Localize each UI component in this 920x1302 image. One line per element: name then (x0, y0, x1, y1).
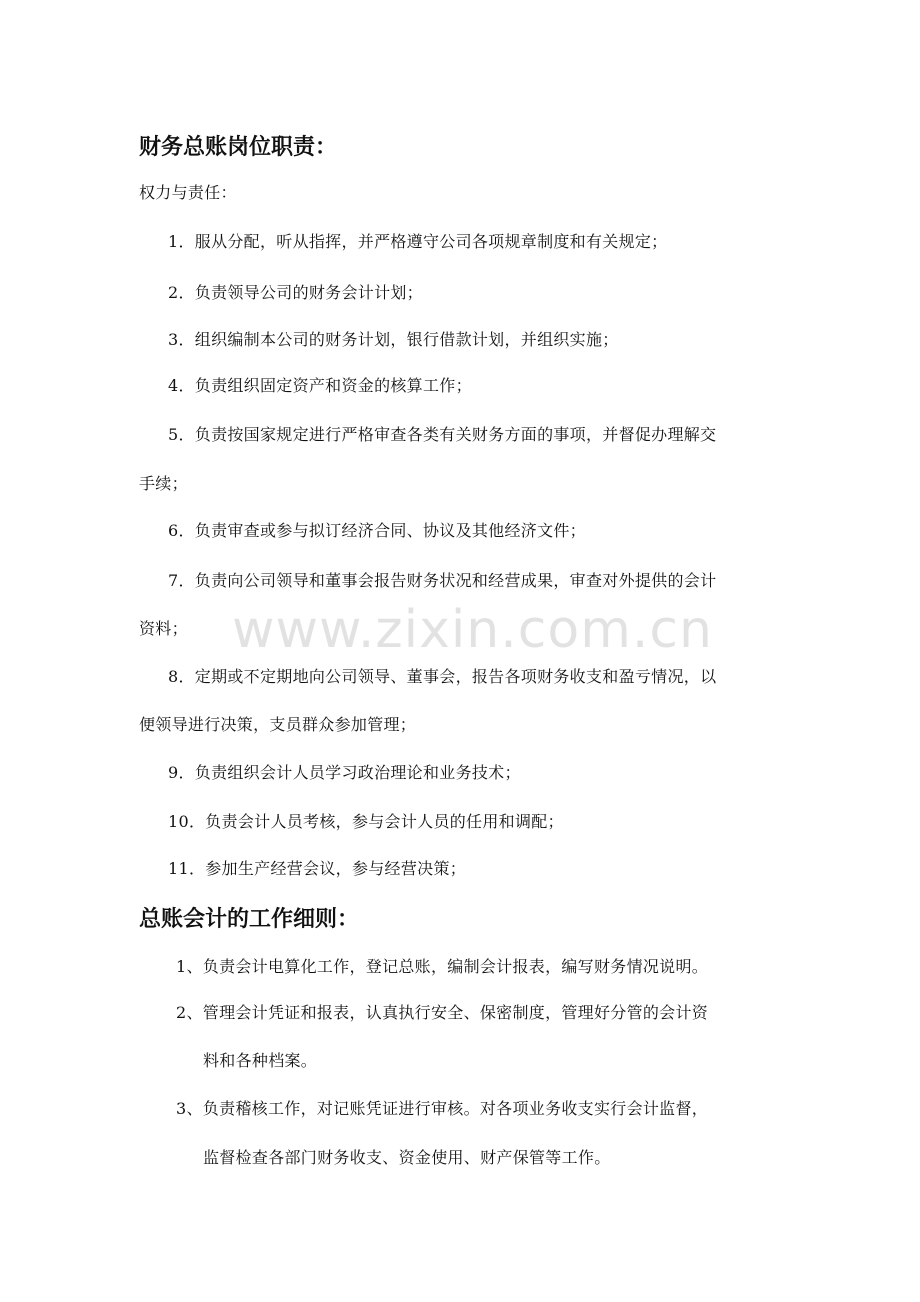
duty-item: 6．负责审查或参与拟订经济合同、协议及其他经济文件； (168, 521, 586, 540)
duty-item: 4．负责组织固定资产和资金的核算工作； (168, 376, 472, 395)
section-title-work-rules: 总账会计的工作细则： (139, 906, 360, 932)
rule-item-continuation: 监督检查各部门财务收支、资金使用、财产保管等工作。 (203, 1148, 611, 1167)
duty-item: 11．参加生产经营会议，参与经营决策； (168, 859, 467, 878)
duty-item: 9．负责组织会计人员学习政治理论和业务技术； (168, 763, 521, 782)
section-title-duties: 财务总账岗位职责： (139, 134, 338, 160)
duty-item-continuation: 资料； (139, 619, 188, 638)
duty-item: 5．负责按国家规定进行严格审查各类有关财务方面的事项，并督促办理解交 (168, 425, 717, 444)
rule-item-continuation: 料和各种档案。 (203, 1051, 318, 1070)
duty-item: 10．负责会计人员考核，参与会计人员的任用和调配； (168, 812, 564, 831)
duty-item: 8．定期或不定期地向公司领导、董事会，报告各项财务收支和盈亏情况，以 (168, 667, 717, 686)
duty-item-continuation: 手续； (139, 474, 188, 493)
subtitle-power-responsibility: 权力与责任： (139, 183, 237, 202)
duty-item-continuation: 便领导进行决策，支员群众参加管理； (139, 715, 417, 734)
rule-item: 2、管理会计凭证和报表，认真执行安全、保密制度，管理好分管的会计资 (176, 1003, 709, 1022)
duty-item: 2．负责领导公司的财务会计计划； (168, 283, 423, 302)
duty-item: 1．服从分配，听从指挥，并严格遵守公司各项规章制度和有关规定； (168, 232, 668, 251)
duty-item: 7．负责向公司领导和董事会报告财务状况和经营成果，审查对外提供的会计 (168, 571, 717, 590)
duty-item: 3．组织编制本公司的财务计划，银行借款计划，并组织实施； (168, 330, 619, 349)
watermark: www.zixin.com.cn (232, 600, 713, 660)
rule-item: 3、负责稽核工作，对记账凭证进行审核。对各项业务收支实行会计监督， (176, 1099, 709, 1118)
rule-item: 1、负责会计电算化工作，登记总账，编制会计报表，编写财务情况说明。 (176, 957, 709, 976)
